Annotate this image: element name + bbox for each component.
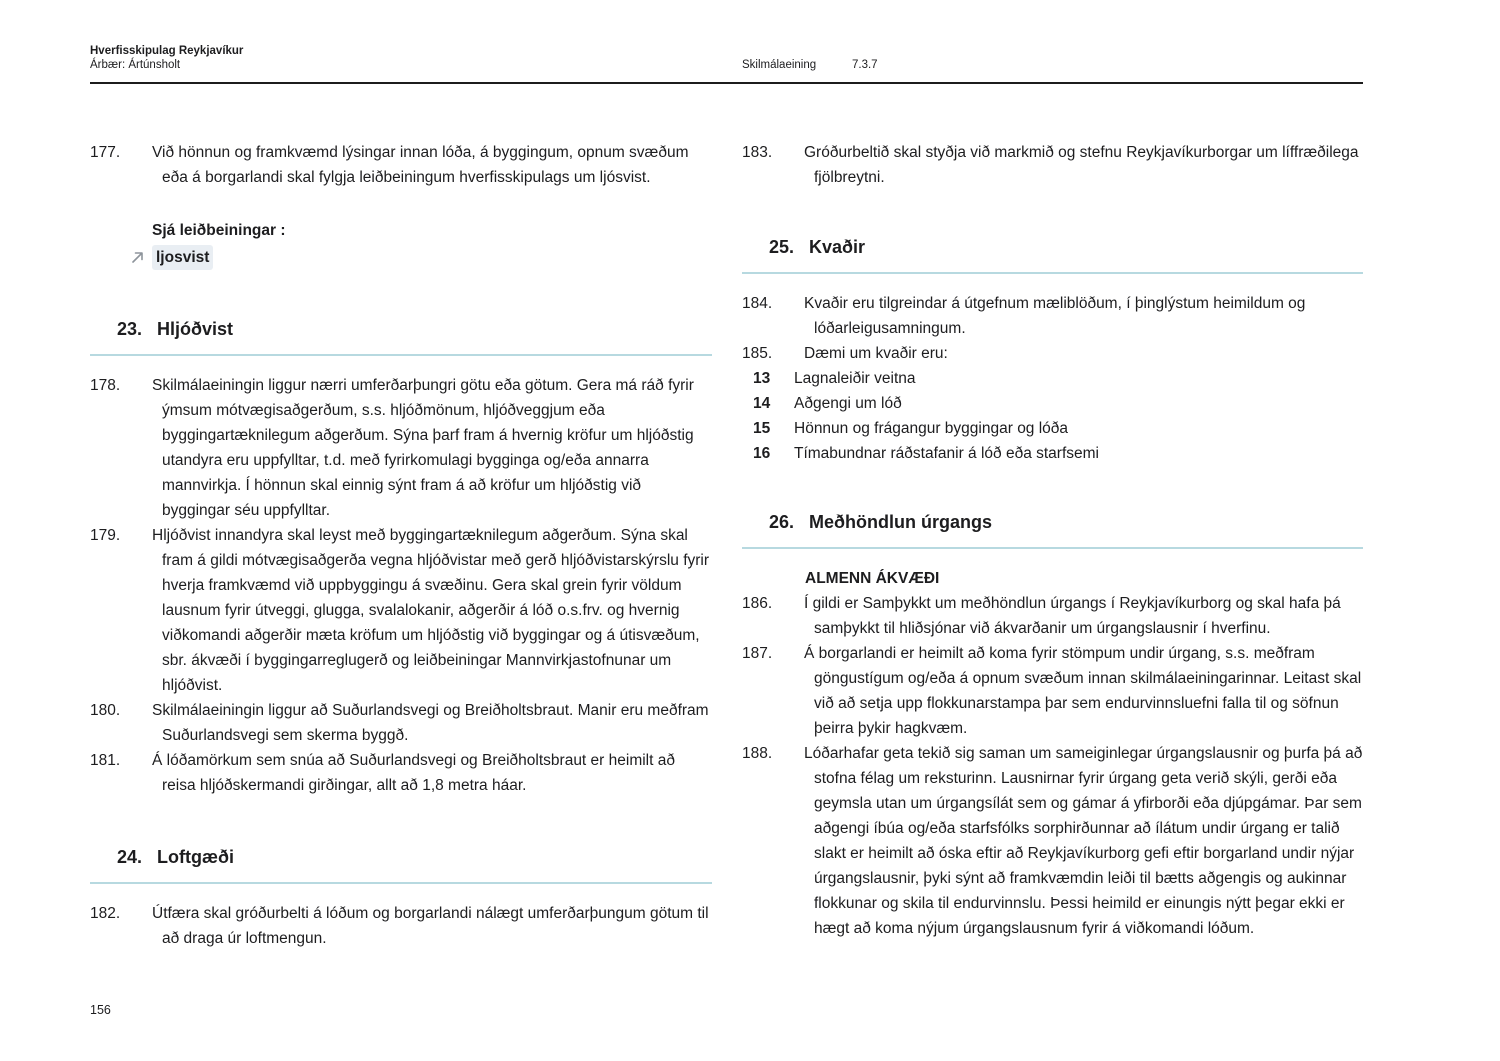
right-column	[742, 140, 1363, 951]
page-number: 156	[90, 1003, 111, 1017]
section-number: 23.	[117, 319, 143, 339]
clause-number: 182.	[90, 905, 121, 922]
section-title: Hljóðvist	[157, 319, 234, 339]
clause-number: 178.	[90, 377, 121, 394]
document-subtitle: Árbær: Ártúnsholt	[90, 59, 181, 71]
clause-text: Á borgarlandi er heimilt að koma fyrir stömpum undir úrgang, s.s. meðfram göngustígum og/eða á opnum svæðum innan skilmálaeiningarinnar. Leitast skal við að setja upp flokkunarstampa þar sem endurvinnsluefni falla til og söfnun þeirra þykir hagkvæm.	[804, 645, 1362, 737]
see-guidelines-block	[90, 218, 712, 270]
clause-number: 187.	[742, 645, 773, 662]
clause-text: Hljóðvist innandyra skal leyst með byggingartæknilegum aðgerðum. Sýna skal fram á gildi mótvægisaðgerða vegna hljóðvistar með gerð hljóðvistarskýrslu fyrir hverja framkvæmd við uppbyggingu á svæðinu. Gera skal grein fyrir völdum lausnum fyrir útveggi, glugga, svalalokanir, aðgerðir á lóð o.s.frv. og hvernig viðkomandi aðgerðir mæta kröfum um hljóðstig við byggingar og á útisvæðum, sbr. ákvæði í byggingarreglugerð og leiðbeiningar Mannvirkjastofnunar um hljóðvist.	[152, 527, 710, 694]
section-title: Kvaðir	[809, 237, 866, 257]
clause-183	[742, 140, 1363, 190]
section-heading-24	[90, 846, 712, 884]
external-link-arrow-icon	[131, 251, 144, 264]
ljosvist-link[interactable]: ljosvist	[152, 245, 213, 270]
clause-text: Skilmálaeiningin liggur nærri umferðarþungri götu eða götum. Gera má ráð fyrir ýmsum mótvægisaðgerðum, s.s. hljóðmönum, hljóðveggjum eða byggingartæknilegum aðgerðum. Sýna þarf fram á hvernig kröfur um hljóðstig utandyra eru uppfylltar, t.d. með fyrirkomulagi bygginga og/eða annarra mannvirkja. Í hönnun skal einnig sýnt fram á að kröfur um hljóðstig við byggingar séu uppfylltar.	[152, 377, 694, 519]
clause-text: Á lóðamörkum sem snúa að Suðurlandsvegi og Breiðholtsbraut er heimilt að reisa hljóðskermandi girðingar, allt að 1,8 metra háar.	[152, 752, 675, 794]
clause-number: 184.	[742, 295, 773, 312]
clause-text: Í gildi er Samþykkt um meðhöndlun úrgangs í Reykjavíkurborg og skal hafa þá samþykkt til hliðsjónar við ákvarðanir um úrgangslausnir í hverfinu.	[804, 595, 1341, 637]
kvadir-list-item	[742, 366, 1363, 391]
clause-181	[90, 748, 712, 798]
clause-185	[742, 341, 1363, 366]
clause-text: Gróðurbeltið skal styðja við markmið og stefnu Reykjavíkurborgar um líffræðilega fjölbreytni.	[804, 144, 1359, 186]
clause-number: 181.	[90, 752, 121, 769]
kvadir-text: Tímabundnar ráðstafanir á lóð eða starfsemi	[794, 445, 1099, 462]
header-meta	[742, 58, 878, 72]
clause-text: Kvaðir eru tilgreindar á útgefnum mæliblöðum, í þinglýstum heimildum og lóðarleigusamningum.	[804, 295, 1306, 337]
clause-178	[90, 373, 712, 523]
clause-text: Við hönnun og framkvæmd lýsingar innan lóða, á byggingum, opnum svæðum eða á borgarlandi skal fylgja leiðbeiningum hverfisskipulags um ljósvist.	[152, 144, 689, 186]
guideline-link-row	[90, 245, 712, 270]
kvadir-number: 14	[753, 395, 771, 412]
kvadir-text: Hönnun og frágangur byggingar og lóða	[794, 420, 1069, 437]
clause-number: 179.	[90, 527, 121, 544]
kvadir-number: 16	[753, 445, 771, 462]
content-columns	[90, 140, 1363, 951]
clause-text: Útfæra skal gróðurbelti á lóðum og borgarlandi nálægt umferðarþungum götum til að draga úr loftmengun.	[152, 905, 709, 947]
kvadir-text: Aðgengi um lóð	[794, 395, 902, 412]
clause-number: 183.	[742, 144, 773, 161]
clause-number: 188.	[742, 745, 773, 762]
kvadir-number: 15	[753, 420, 771, 437]
clause-number: 186.	[742, 595, 773, 612]
kvadir-list-item	[742, 441, 1363, 466]
section-number: 25.	[769, 237, 795, 257]
clause-187	[742, 641, 1363, 741]
section-number: 26.	[769, 512, 795, 532]
clause-188	[742, 741, 1363, 941]
left-column	[90, 140, 712, 951]
kvadir-list-item	[742, 416, 1363, 441]
kvadir-text: Lagnaleiðir veitna	[794, 370, 916, 387]
clause-text: Dæmi um kvaðir eru:	[804, 345, 948, 362]
section-number: 24.	[117, 847, 143, 867]
kvadir-list-item	[742, 391, 1363, 416]
subheading-almenn-akvaedi: ALMENN ÁKVÆÐI	[805, 570, 940, 587]
document-title: Hverfisskipulag Reykjavíkur	[90, 45, 244, 57]
section-heading-23	[90, 318, 712, 356]
clause-text: Lóðarhafar geta tekið sig saman um sameiginlegar úrgangslausnir og þurfa þá að stofna félag um reksturinn. Lausnirnar fyrir úrgang geta verið skýli, gerði eða geymsla utan um úrgangsílát sem og gámar á yfirborði eða djúpgámar. Þar sem aðgengi íbúa og/eða starfsfólks sorphirðunnar að ílátum undir úrgang er talið slakt er heimilt að óska eftir að Reykjavíkurborg gefi eftir borgarland undir nýjar úrgangslausnir, þyki sýnt að framkvæmdin leiði til bætts aðgengis og aukinnar flokkunar og skila til endurvinnslu. Þessi heimild er einungis nýtt þegar ekki er hægt að koma nýjum úrgangslausnum fyrir á viðkomandi lóðum.	[804, 745, 1363, 937]
section-heading-26	[742, 511, 1363, 549]
meta-label: Skilmálaeining	[742, 59, 817, 71]
clause-text: Skilmálaeiningin liggur að Suðurlandsvegi og Breiðholtsbraut. Manir eru meðfram Suðurlandsvegi sem skerma byggð.	[152, 702, 709, 744]
see-guidelines-label: Sjá leiðbeiningar :	[152, 222, 286, 239]
clause-179	[90, 523, 712, 698]
clause-182	[90, 901, 712, 951]
page-header	[90, 0, 1363, 84]
section-title: Loftgæði	[157, 847, 234, 867]
clause-177	[90, 140, 712, 190]
section-title: Meðhöndlun úrgangs	[809, 512, 992, 532]
clause-number: 177.	[90, 144, 121, 161]
clause-number: 180.	[90, 702, 121, 719]
kvadir-number: 13	[753, 370, 771, 387]
clause-184	[742, 291, 1363, 341]
clause-number: 185.	[742, 345, 773, 362]
clause-186	[742, 591, 1363, 641]
section-heading-25	[742, 236, 1363, 274]
meta-value: 7.3.7	[852, 59, 878, 71]
clause-180	[90, 698, 712, 748]
